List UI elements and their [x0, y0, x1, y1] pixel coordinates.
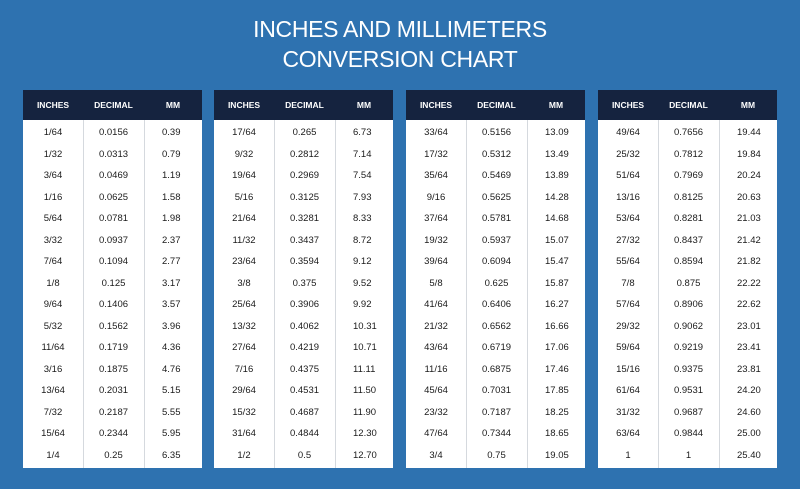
decimal-cell: 0.8906: [673, 299, 704, 311]
mm-cell: 9.52: [353, 277, 372, 289]
inches-cell: 15/32: [232, 406, 256, 418]
decimal-cell: 0.9062: [673, 320, 704, 332]
mm-cell: 13.49: [545, 148, 569, 160]
inches-cell: 19/64: [232, 170, 256, 182]
mm-cell: 5.95: [162, 428, 181, 440]
table-row: [598, 122, 777, 144]
table-row: [406, 359, 585, 381]
table-row: [23, 316, 202, 338]
table-body: [406, 120, 585, 468]
table-row: [214, 122, 393, 144]
mm-cell: 9.12: [353, 256, 372, 268]
mm-cell: 25.40: [737, 449, 761, 461]
inches-cell: 1/16: [43, 191, 63, 203]
mm-cell: 7.93: [353, 191, 372, 203]
inches-cell: 47/64: [424, 428, 448, 440]
inches-cell: 7/64: [43, 256, 63, 268]
table-row: [214, 294, 393, 316]
decimal-cell: 0.75: [487, 449, 506, 461]
decimal-cell: 0.9375: [673, 363, 704, 375]
table-body: [23, 120, 202, 468]
mm-cell: 19.84: [737, 148, 761, 160]
inches-column-header: INCHES: [227, 100, 261, 110]
table-header: [23, 90, 202, 120]
mm-cell: 23.81: [737, 363, 761, 375]
table-row: [406, 165, 585, 187]
inches-cell: 13/64: [41, 385, 65, 397]
table-row: [598, 423, 777, 445]
decimal-cell: 0.4062: [289, 320, 320, 332]
mm-cell: 3.96: [162, 320, 181, 332]
mm-cell: 1.98: [162, 213, 181, 225]
decimal-cell: 0.6875: [481, 363, 512, 375]
inches-cell: 15/64: [41, 428, 65, 440]
mm-cell: 1.58: [162, 191, 181, 203]
inches-cell: 37/64: [424, 213, 448, 225]
mm-cell: 12.70: [353, 449, 377, 461]
table-row: [214, 359, 393, 381]
mm-cell: 4.36: [162, 342, 181, 354]
table-row: [23, 230, 202, 252]
inches-cell: 5/16: [234, 191, 254, 203]
table-row: [406, 380, 585, 402]
inches-cell: 13/16: [616, 191, 640, 203]
decimal-cell: 0.0313: [98, 148, 129, 160]
mm-column-header: MM: [740, 100, 756, 110]
mm-cell: 21.82: [737, 256, 761, 268]
mm-cell: 11.50: [353, 385, 377, 397]
decimal-cell: 0.1719: [98, 342, 129, 354]
inches-cell: 19/32: [424, 234, 448, 246]
mm-cell: 14.28: [545, 191, 569, 203]
table-row: [406, 230, 585, 252]
mm-cell: 7.14: [353, 148, 372, 160]
decimal-column-header: DECIMAL: [285, 100, 324, 110]
mm-cell: 21.03: [737, 213, 761, 225]
inches-cell: 33/64: [424, 127, 448, 139]
decimal-cell: 0.4219: [289, 342, 320, 354]
inches-cell: 35/64: [424, 170, 448, 182]
table-row: [406, 251, 585, 273]
decimal-cell: 0.0625: [98, 191, 129, 203]
decimal-cell: 0.5937: [481, 234, 512, 246]
mm-cell: 6.73: [353, 127, 372, 139]
decimal-cell: 0.9219: [673, 342, 704, 354]
table-row: [598, 402, 777, 424]
inches-cell: 31/64: [232, 428, 256, 440]
table-row: [214, 208, 393, 230]
inches-cell: 11/16: [424, 363, 448, 375]
inches-cell: 43/64: [424, 342, 448, 354]
inches-cell: 21/64: [232, 213, 256, 225]
decimal-cell: 0.5: [297, 449, 312, 461]
table-row: [598, 273, 777, 295]
inches-cell: 1/4: [46, 449, 60, 461]
decimal-cell: 0.1406: [98, 299, 129, 311]
decimal-cell: 0.1094: [98, 256, 129, 268]
table-row: [214, 144, 393, 166]
inches-cell: 25/64: [232, 299, 256, 311]
table-row: [214, 423, 393, 445]
decimal-cell: 0.4375: [289, 363, 320, 375]
mm-cell: 5.15: [162, 385, 181, 397]
table-row: [23, 208, 202, 230]
mm-cell: 23.01: [737, 320, 761, 332]
decimal-cell: 0.4844: [289, 428, 320, 440]
decimal-cell: 0.0937: [98, 234, 129, 246]
inches-cell: 3/8: [237, 277, 251, 289]
table-header: [214, 90, 393, 120]
mm-cell: 15.47: [545, 256, 569, 268]
conversion-table-3: [406, 90, 585, 468]
inches-cell: 29/32: [616, 320, 640, 332]
decimal-cell: 0.8125: [673, 191, 704, 203]
inches-cell: 29/64: [232, 385, 256, 397]
mm-cell: 15.07: [545, 234, 569, 246]
mm-cell: 3.17: [162, 277, 181, 289]
conversion-table-1: [23, 90, 202, 468]
decimal-cell: 0.7656: [673, 127, 704, 139]
inches-cell: 23/32: [424, 406, 448, 418]
mm-cell: 7.54: [353, 170, 372, 182]
inches-column-header: INCHES: [36, 100, 70, 110]
mm-cell: 25.00: [737, 428, 761, 440]
decimal-cell: 0.265: [292, 127, 317, 139]
mm-cell: 0.39: [162, 127, 181, 139]
table-row: [598, 359, 777, 381]
table-row: [598, 165, 777, 187]
decimal-cell: 0.6719: [481, 342, 512, 354]
inches-cell: 17/64: [232, 127, 256, 139]
decimal-cell: 1: [685, 449, 692, 461]
mm-cell: 17.46: [545, 363, 569, 375]
decimal-cell: 0.375: [292, 277, 317, 289]
mm-column-header: MM: [356, 100, 372, 110]
decimal-cell: 0.1875: [98, 363, 129, 375]
decimal-column-header: DECIMAL: [94, 100, 133, 110]
mm-cell: 2.37: [162, 234, 181, 246]
table-row: [406, 273, 585, 295]
decimal-cell: 0.5312: [481, 148, 512, 160]
inches-cell: 9/64: [43, 299, 63, 311]
mm-cell: 18.25: [545, 406, 569, 418]
inches-cell: 59/64: [616, 342, 640, 354]
inches-cell: 57/64: [616, 299, 640, 311]
mm-cell: 8.33: [353, 213, 372, 225]
decimal-cell: 0.875: [676, 277, 701, 289]
inches-cell: 5/32: [43, 320, 63, 332]
table-row: [598, 144, 777, 166]
decimal-cell: 0.0781: [98, 213, 129, 225]
inches-cell: 25/32: [616, 148, 640, 160]
mm-cell: 10.31: [353, 320, 377, 332]
conversion-table-4: [598, 90, 777, 468]
inches-cell: 55/64: [616, 256, 640, 268]
inches-cell: 41/64: [424, 299, 448, 311]
mm-cell: 20.63: [737, 191, 761, 203]
decimal-cell: 0.625: [484, 277, 509, 289]
decimal-cell: 0.9844: [673, 428, 704, 440]
decimal-cell: 0.7344: [481, 428, 512, 440]
table-row: [23, 251, 202, 273]
table-body: [214, 120, 393, 468]
table-row: [214, 337, 393, 359]
table-row: [598, 445, 777, 467]
inches-cell: 15/16: [616, 363, 640, 375]
inches-cell: 1/32: [43, 148, 63, 160]
table-row: [214, 380, 393, 402]
table-row: [23, 273, 202, 295]
table-row: [598, 294, 777, 316]
table-row: [214, 273, 393, 295]
table-row: [214, 251, 393, 273]
mm-cell: 18.65: [545, 428, 569, 440]
table-row: [214, 165, 393, 187]
inches-cell: 23/64: [232, 256, 256, 268]
mm-cell: 20.24: [737, 170, 761, 182]
table-row: [598, 337, 777, 359]
inches-cell: 27/64: [232, 342, 256, 354]
decimal-cell: 0.4531: [289, 385, 320, 397]
mm-cell: 9.92: [353, 299, 372, 311]
decimal-cell: 0.2344: [98, 428, 129, 440]
mm-cell: 22.62: [737, 299, 761, 311]
decimal-cell: 0.6094: [481, 256, 512, 268]
table-row: [23, 187, 202, 209]
decimal-cell: 0.2812: [289, 148, 320, 160]
table-row: [598, 208, 777, 230]
decimal-cell: 0.0469: [98, 170, 129, 182]
mm-cell: 0.79: [162, 148, 181, 160]
table-row: [406, 144, 585, 166]
inches-cell: 9/16: [426, 191, 446, 203]
inches-cell: 3/32: [43, 234, 63, 246]
mm-cell: 16.66: [545, 320, 569, 332]
decimal-cell: 0.125: [101, 277, 126, 289]
decimal-cell: 0.7031: [481, 385, 512, 397]
mm-cell: 14.68: [545, 213, 569, 225]
inches-cell: 21/32: [424, 320, 448, 332]
inches-cell: 1/8: [46, 277, 60, 289]
decimal-cell: 0.7812: [673, 148, 704, 160]
table-row: [598, 251, 777, 273]
inches-cell: 39/64: [424, 256, 448, 268]
mm-cell: 3.57: [162, 299, 181, 311]
decimal-cell: 0.4687: [289, 406, 320, 418]
table-row: [406, 423, 585, 445]
table-header: [598, 90, 777, 120]
inches-column-header: INCHES: [419, 100, 453, 110]
inches-cell: 13/32: [232, 320, 256, 332]
table-row: [23, 165, 202, 187]
mm-cell: 24.60: [737, 406, 761, 418]
inches-column-header: INCHES: [611, 100, 645, 110]
table-row: [23, 337, 202, 359]
table-header: [406, 90, 585, 120]
table-row: [214, 445, 393, 467]
table-row: [214, 402, 393, 424]
mm-cell: 22.22: [737, 277, 761, 289]
inches-cell: 3/64: [43, 170, 63, 182]
inches-cell: 3/4: [429, 449, 443, 461]
table-row: [23, 402, 202, 424]
table-row: [598, 187, 777, 209]
inches-cell: 17/32: [424, 148, 448, 160]
decimal-cell: 0.7969: [673, 170, 704, 182]
mm-cell: 11.11: [353, 363, 376, 375]
table-row: [23, 359, 202, 381]
table-row: [23, 445, 202, 467]
decimal-cell: 0.5469: [481, 170, 512, 182]
chart-title-line-2: CONVERSION CHART: [282, 46, 518, 72]
table-row: [214, 187, 393, 209]
inches-cell: 49/64: [616, 127, 640, 139]
table-row: [23, 122, 202, 144]
table-row: [406, 402, 585, 424]
mm-cell: 10.71: [353, 342, 377, 354]
chart-title: [0, 14, 800, 74]
table-row: [598, 316, 777, 338]
decimal-cell: 0.3594: [289, 256, 320, 268]
inches-cell: 51/64: [616, 170, 640, 182]
mm-column-header: MM: [548, 100, 564, 110]
decimal-cell: 0.2969: [289, 170, 320, 182]
table-row: [23, 144, 202, 166]
mm-cell: 21.42: [737, 234, 761, 246]
table-row: [406, 316, 585, 338]
decimal-cell: 0.8437: [673, 234, 704, 246]
mm-cell: 19.05: [545, 449, 569, 461]
inches-cell: 11/32: [232, 234, 256, 246]
mm-cell: 24.20: [737, 385, 761, 397]
inches-cell: 1/64: [43, 127, 63, 139]
decimal-cell: 0.5625: [481, 191, 512, 203]
decimal-cell: 0.8281: [673, 213, 704, 225]
inches-cell: 5/8: [429, 277, 443, 289]
table-row: [214, 316, 393, 338]
mm-cell: 1.19: [162, 170, 181, 182]
decimal-cell: 0.2187: [98, 406, 129, 418]
table-row: [598, 230, 777, 252]
decimal-cell: 0.3125: [289, 191, 320, 203]
mm-cell: 17.85: [545, 385, 569, 397]
inches-cell: 5/64: [43, 213, 63, 225]
decimal-cell: 0.2031: [98, 385, 129, 397]
decimal-cell: 0.6562: [481, 320, 512, 332]
inches-cell: 7/16: [234, 363, 254, 375]
mm-cell: 13.09: [545, 127, 569, 139]
decimal-cell: 0.0156: [98, 127, 129, 139]
table-row: [406, 337, 585, 359]
mm-cell: 13.89: [545, 170, 569, 182]
decimal-cell: 0.3281: [289, 213, 320, 225]
inches-cell: 7/8: [621, 277, 635, 289]
inches-cell: 1: [625, 449, 631, 461]
decimal-cell: 0.3906: [289, 299, 320, 311]
mm-cell: 17.06: [545, 342, 569, 354]
mm-cell: 23.41: [737, 342, 761, 354]
mm-cell: 6.35: [162, 449, 181, 461]
mm-cell: 19.44: [737, 127, 761, 139]
decimal-cell: 0.6406: [481, 299, 512, 311]
mm-cell: 15.87: [545, 277, 569, 289]
conversion-table-2: [214, 90, 393, 468]
decimal-column-header: DECIMAL: [669, 100, 708, 110]
table-row: [406, 208, 585, 230]
decimal-cell: 0.5156: [481, 127, 512, 139]
table-row: [214, 230, 393, 252]
mm-cell: 4.76: [162, 363, 181, 375]
table-row: [406, 294, 585, 316]
inches-cell: 1/2: [237, 449, 251, 461]
decimal-column-header: DECIMAL: [477, 100, 516, 110]
mm-cell: 11.90: [353, 406, 377, 418]
table-body: [598, 120, 777, 468]
table-row: [406, 445, 585, 467]
inches-cell: 11/64: [41, 342, 65, 354]
inches-cell: 53/64: [616, 213, 640, 225]
inches-cell: 9/32: [234, 148, 254, 160]
chart-title-line-1: INCHES AND MILLIMETERS: [253, 16, 547, 42]
decimal-cell: 0.3437: [289, 234, 320, 246]
table-row: [598, 380, 777, 402]
inches-cell: 63/64: [616, 428, 640, 440]
decimal-cell: 0.8594: [673, 256, 704, 268]
decimal-cell: 0.9687: [673, 406, 704, 418]
decimal-cell: 0.1562: [98, 320, 129, 332]
mm-cell: 12.30: [353, 428, 377, 440]
table-row: [23, 294, 202, 316]
decimal-cell: 0.9531: [673, 385, 704, 397]
inches-cell: 61/64: [616, 385, 640, 397]
table-row: [406, 187, 585, 209]
table-row: [23, 423, 202, 445]
inches-cell: 45/64: [424, 385, 448, 397]
inches-cell: 3/16: [43, 363, 63, 375]
mm-cell: 8.72: [353, 234, 372, 246]
mm-cell: 5.55: [162, 406, 181, 418]
inches-cell: 31/32: [616, 406, 640, 418]
inches-cell: 27/32: [616, 234, 640, 246]
decimal-cell: 0.7187: [481, 406, 512, 418]
decimal-cell: 0.25: [104, 449, 123, 461]
mm-column-header: MM: [165, 100, 181, 110]
mm-cell: 16.27: [545, 299, 569, 311]
table-row: [406, 122, 585, 144]
decimal-cell: 0.5781: [481, 213, 512, 225]
mm-cell: 2.77: [162, 256, 181, 268]
inches-cell: 7/32: [43, 406, 63, 418]
table-row: [23, 380, 202, 402]
